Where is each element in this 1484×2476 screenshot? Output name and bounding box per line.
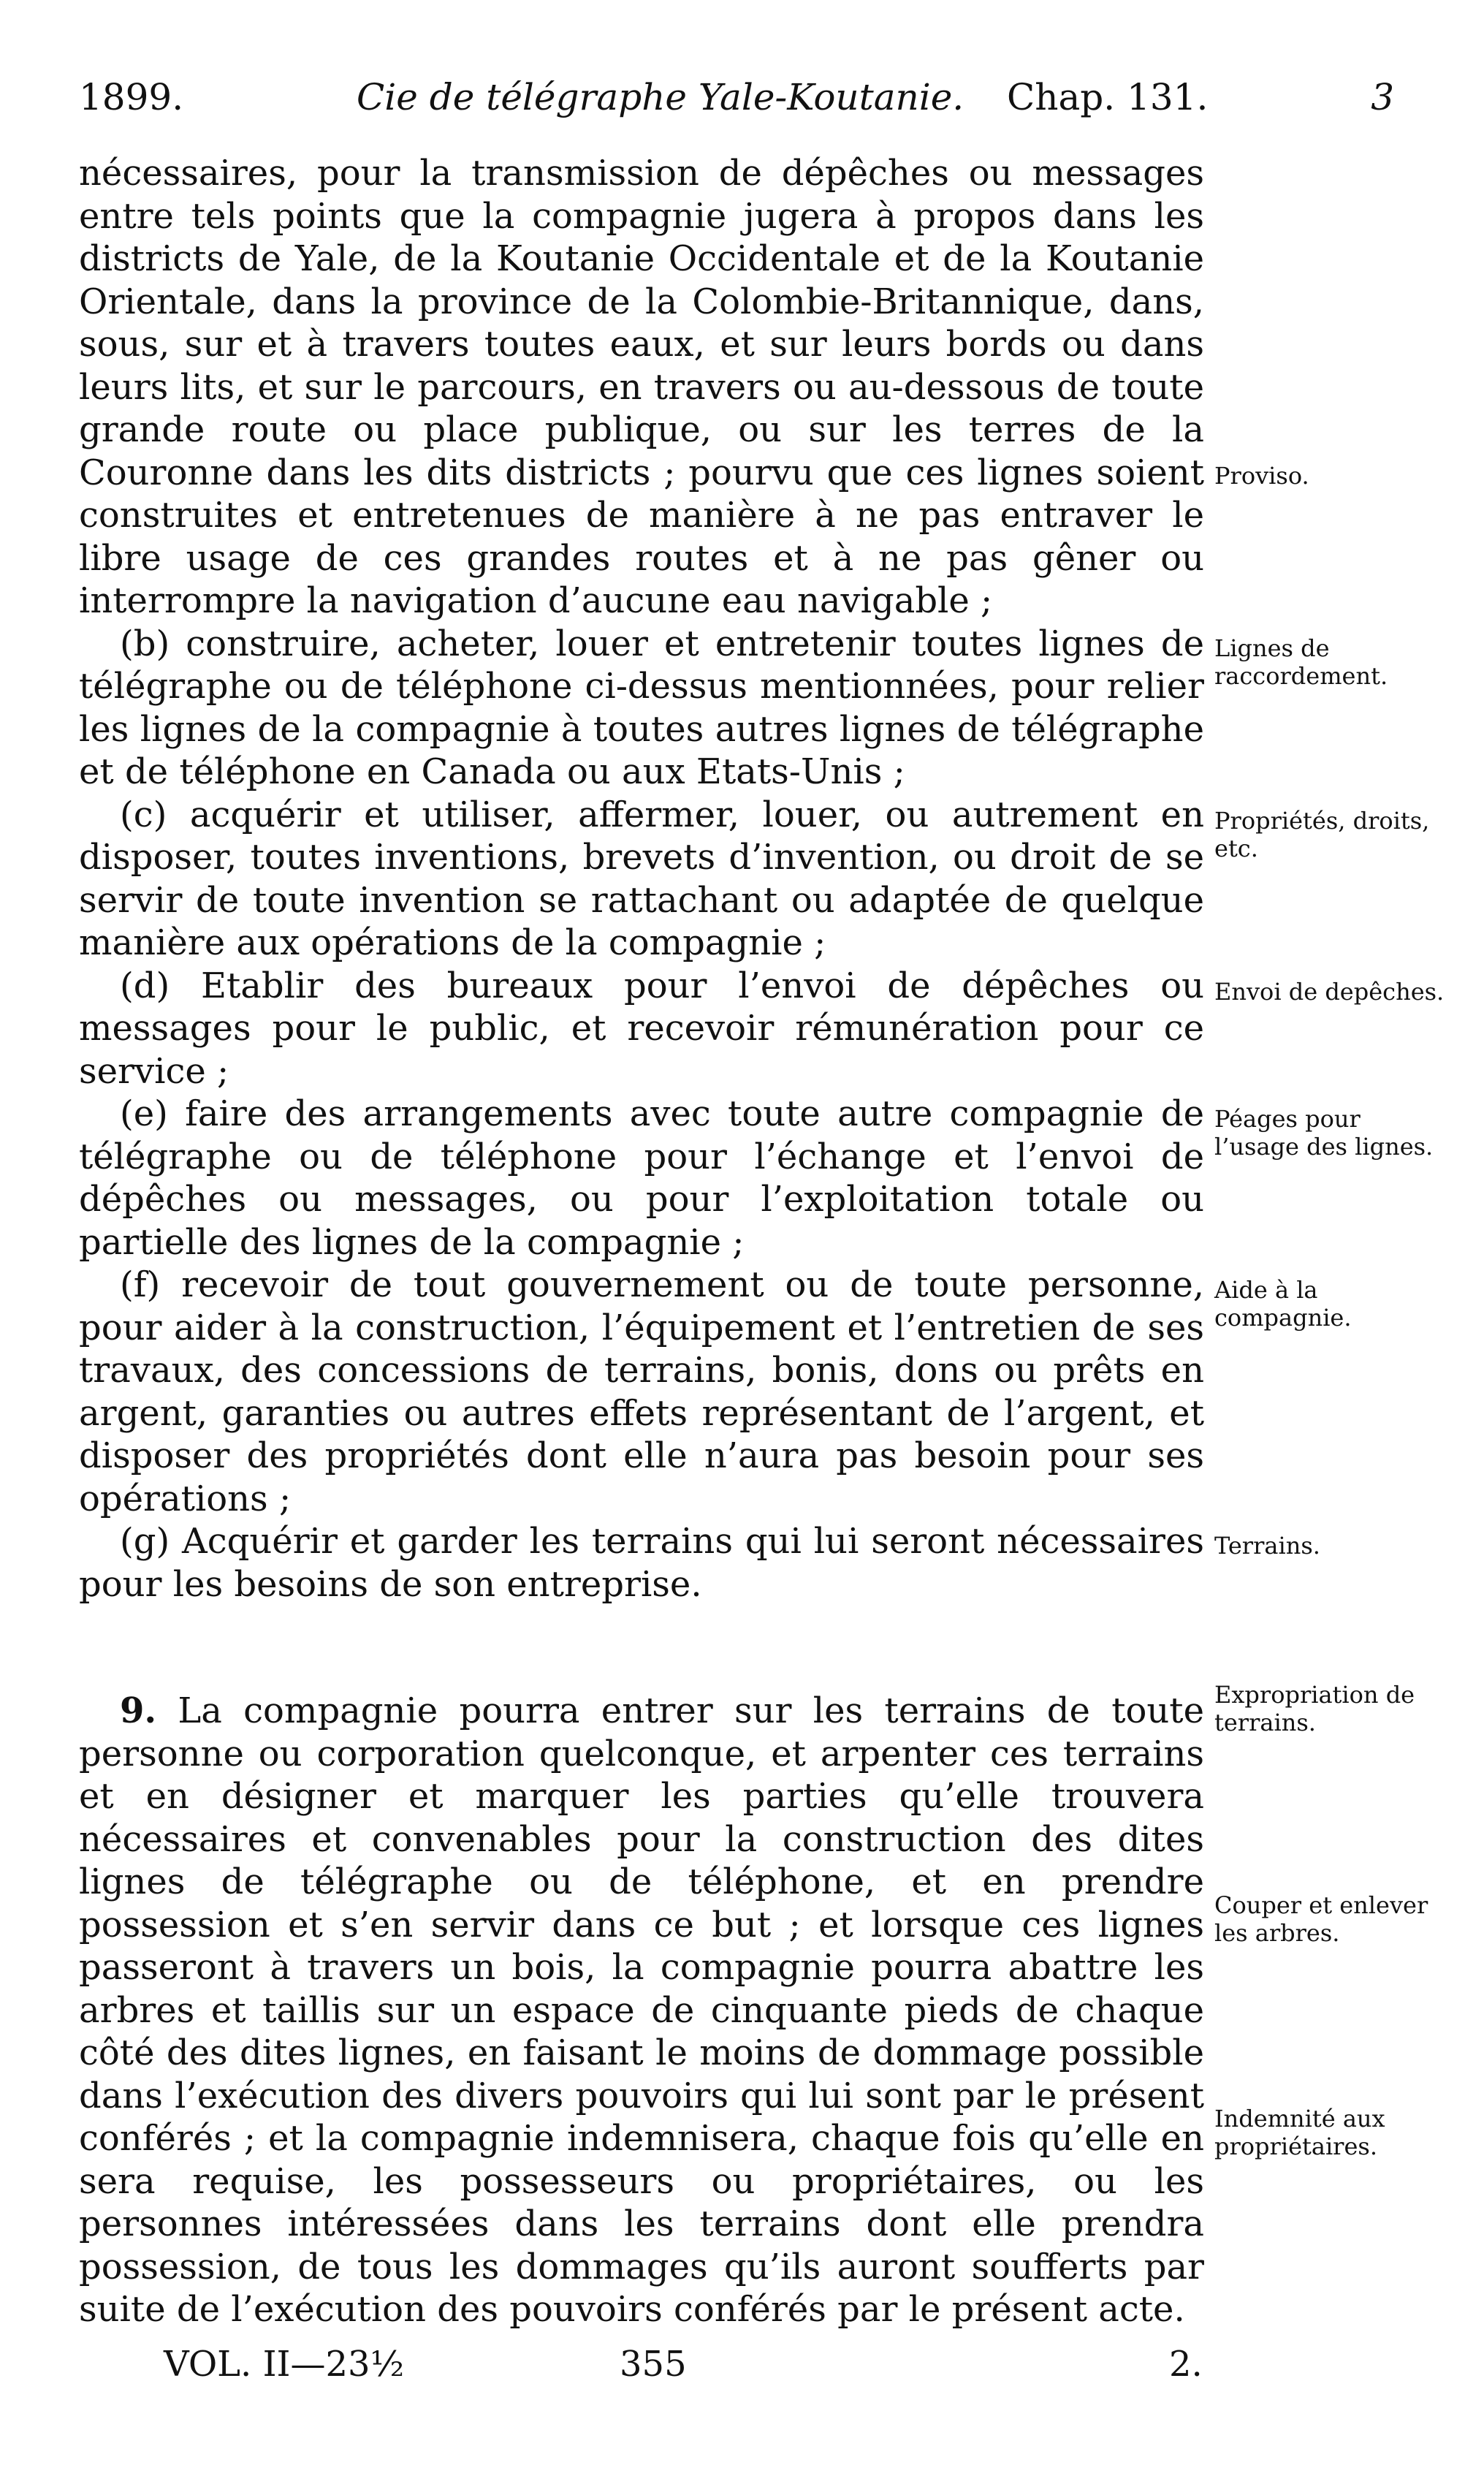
margin-note-indemnite: Indemnité aux propriétaires. xyxy=(1214,2105,1385,2160)
header-year: 1899. xyxy=(79,76,184,118)
margin-note-terrains: Terrains. xyxy=(1214,1532,1320,1560)
section-9 xyxy=(79,1690,1204,2331)
margin-note-envoi: Envoi de depêches. xyxy=(1214,978,1445,1006)
margin-note-raccordement: Lignes de raccordement. xyxy=(1214,634,1388,690)
margin-note-couper: Couper et enlever les arbres. xyxy=(1214,1891,1428,1947)
clause-d: (d) Etablir des bureaux pour l’envoi de dépêches ou messages pour le public, et recevoir rémunération pour ce service ; xyxy=(79,965,1204,1092)
clause-f: (f) recevoir de tout gouvernement ou de toute personne, pour aider à la construction, l’équipement et l’entretien de ses travaux, des concessions de terrains, bonis, dons ou prêts en argent, garanties ou autres effets représentant de l’argent, et disposer des propriétés dont elle n’aura pas besoin pour ses opérations ; xyxy=(79,1264,1204,1519)
footer-volume: VOL. II—23½ xyxy=(164,2344,405,2385)
margin-note-proprietes: Propriétés, droits, etc. xyxy=(1214,807,1430,862)
running-header xyxy=(79,72,1409,123)
footer-page-number: 355 xyxy=(620,2344,687,2385)
section-9-text: La compagnie pourra entrer sur les terrains de toute personne ou corporation quelconque, et arpenter ces terrains et en désigner et marquer les parties qu’elle trouvera nécessaires et convenables pour la construction des dites lignes de télégraphe ou de téléphone, et en prendre possession et s’en servir dans ce but ; et lorsque ces lignes passeront à travers un bois, la compagnie pourra abattre les arbres et taillis sur un espace de cinquante pieds de chaque côté des dites lignes, en faisant le moins de dommage possible dans l’exécution des divers pouvoirs qui lui sont par le présent conférés ; et la compagnie indemnisera, chaque fois qu’elle en sera requise, les possesseurs ou propriétaires, ou les personnes intéressées dans les terrains dont elle prendra possession, de tous les dommages qu’ils auront soufferts par suite de l’exécution des pouvoirs conférés par le présent acte. xyxy=(79,1690,1204,2330)
page-footer xyxy=(0,2339,1484,2390)
margin-note-expropriation: Expropriation de terrains. xyxy=(1214,1681,1415,1736)
header-page-number: 3 xyxy=(1371,76,1394,118)
clause-e: (e) faire des arrangements avec toute autre compagnie de télégraphe ou de téléphone pour l’échange et l’envoi de dépêches ou messages, ou pour l’exploitation totale ou partielle des lignes de la compagnie ; xyxy=(79,1093,1204,1263)
clause-g: (g) Acquérir et garder les terrains qui lui seront nécessaires pour les besoins de son entreprise. xyxy=(79,1521,1204,1605)
paragraph-continued: nécessaires, pour la transmission de dépêches ou messages entre tels points que la compagnie jugera à propos dans les districts de Yale, de la Koutanie Occidentale et de la Koutanie Orientale, dans la province de la Colombie-Britannique, dans, sous, sur et à travers toutes eaux, et sur leurs bords ou dans leurs lits, et sur le parcours, en travers ou au-dessous de toute grande route ou place publique, ou sur les terres de la Couronne dans les dits districts ; pourvu que ces lignes soient construites et entretenues de manière à ne pas entraver le libre usage de ces grandes routes et à ne pas gêner ou interrompre la navigation d’aucune eau navigable ; xyxy=(79,153,1204,621)
body-text xyxy=(79,152,1204,2331)
header-chapter: Chap. 131. xyxy=(1007,76,1209,118)
clause-c: (c) acquérir et utiliser, affermer, louer, ou autrement en disposer, toutes inventions, brevets d’invention, ou droit de se servir de toute invention se rattachant ou adaptée de quelque manière aux opérations de la compagnie ; xyxy=(79,794,1204,963)
section-9-number: 9. xyxy=(120,1690,157,1731)
header-title: Cie de télégraphe Yale-Koutanie. xyxy=(357,76,964,118)
margin-note-aide: Aide à la compagnie. xyxy=(1214,1276,1352,1332)
footer-signature: 2. xyxy=(1169,2344,1203,2385)
margin-note-proviso: Proviso. xyxy=(1214,462,1309,490)
margin-note-peages: Péages pour l’usage des lignes. xyxy=(1214,1105,1434,1161)
clause-b: (b) construire, acheter, louer et entretenir toutes lignes de télégraphe ou de téléphone ci-dessus mentionnées, pour relier les lignes de la compagnie à toutes autres lignes de télégraphe et de téléphone en Canada ou aux Etats-Unis ; xyxy=(79,623,1204,792)
